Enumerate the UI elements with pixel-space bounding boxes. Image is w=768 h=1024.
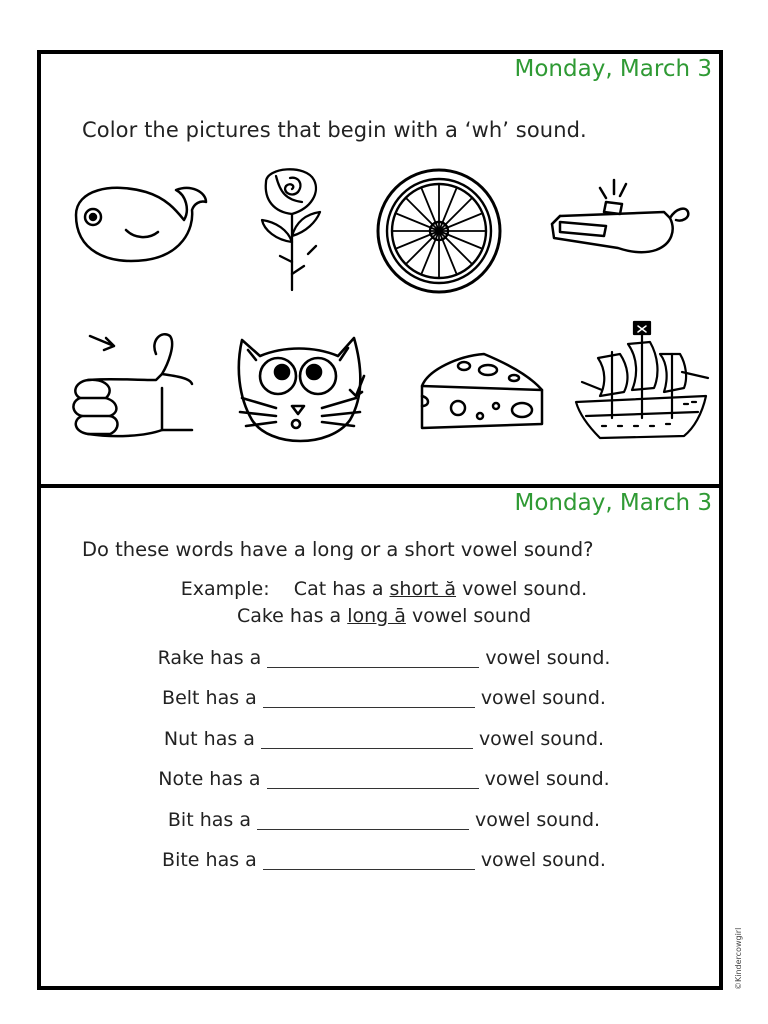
item-suffix: vowel sound.	[485, 647, 611, 669]
section-divider	[37, 484, 723, 488]
item-suffix: vowel sound.	[478, 728, 605, 750]
item-suffix: vowel sound.	[474, 809, 601, 831]
example-line-1	[0, 578, 768, 600]
item-prompt: Belt has a	[162, 687, 257, 709]
top-instruction: Color the pictures that begin with a ‘wh’ sound.	[82, 118, 587, 142]
example-1-pre: Cat has a	[293, 578, 384, 600]
ship-icon[interactable]	[572, 318, 712, 446]
item-prompt: Bite has a	[162, 849, 257, 871]
example-1-post: vowel sound.	[462, 578, 588, 600]
copyright-text: ©Kindercowgirl	[734, 927, 743, 990]
thumb-icon[interactable]	[66, 318, 196, 440]
vowel-item	[0, 768, 768, 790]
bottom-date: Monday, March 3	[514, 490, 712, 516]
item-suffix: vowel sound.	[484, 768, 610, 790]
example-1-answer: short ă	[389, 578, 457, 600]
example-label: Example:	[180, 578, 270, 600]
example-2-pre: Cake has a	[236, 605, 342, 627]
item-prompt: Nut has a	[163, 728, 255, 750]
answer-blank[interactable]	[263, 687, 475, 708]
answer-blank[interactable]	[263, 849, 475, 870]
item-prompt: Rake has a	[157, 647, 262, 669]
vowel-item	[0, 647, 768, 669]
rose-icon[interactable]	[246, 162, 336, 294]
answer-blank[interactable]	[267, 768, 479, 789]
item-suffix: vowel sound.	[480, 849, 606, 871]
cat-icon[interactable]	[224, 326, 380, 450]
bottom-question: Do these words have a long or a short vowel sound?	[82, 538, 594, 561]
whistle-icon[interactable]	[546, 174, 696, 258]
example-line-2	[0, 605, 768, 627]
example-2-answer: long ā	[347, 605, 406, 627]
answer-blank[interactable]	[257, 809, 469, 830]
item-prompt: Bit has a	[167, 809, 251, 831]
answer-blank[interactable]	[267, 647, 479, 668]
answer-blank[interactable]	[261, 728, 473, 749]
vowel-item	[0, 809, 768, 831]
whale-icon[interactable]	[66, 170, 216, 270]
wheel-icon[interactable]	[374, 164, 504, 298]
item-suffix: vowel sound.	[480, 687, 606, 709]
cheese-icon[interactable]	[418, 350, 548, 432]
vowel-item	[0, 687, 768, 709]
vowel-item	[0, 728, 768, 750]
example-2-post: vowel sound	[411, 605, 532, 627]
item-prompt: Note has a	[158, 768, 261, 790]
top-date: Monday, March 3	[514, 56, 712, 82]
vowel-item	[0, 849, 768, 871]
